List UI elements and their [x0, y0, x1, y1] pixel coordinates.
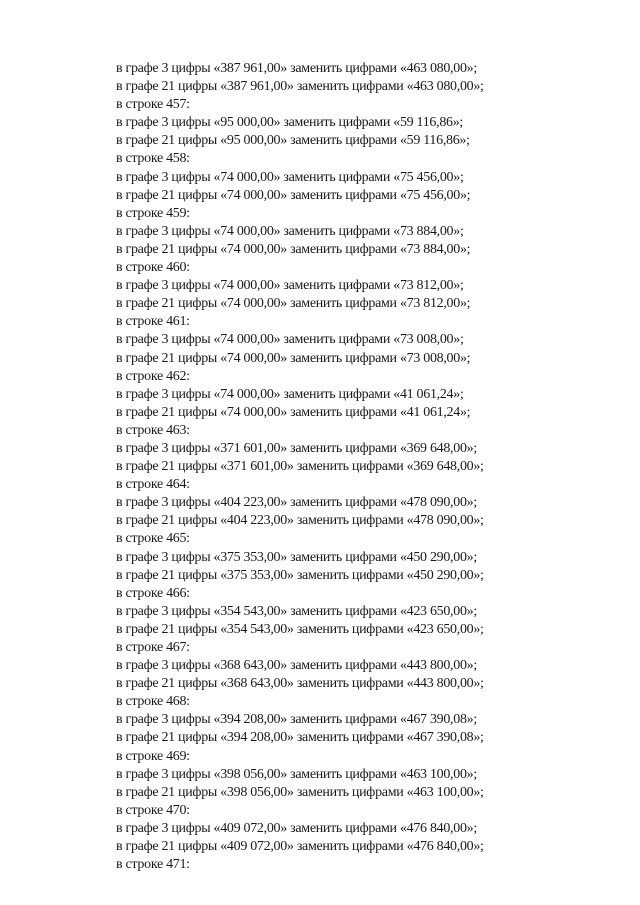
text-line: в графе 3 цифры «375 353,00» заменить цифрами «450 290,00»; [116, 549, 477, 565]
text-line: в графе 21 цифры «74 000,00» заменить цифрами «73 008,00»; [116, 350, 471, 366]
text-line: в графе 3 цифры «394 208,00» заменить цифрами «467 390,08»; [116, 712, 477, 728]
text-line: в графе 21 цифры «95 000,00» заменить цифрами «59 116,86»; [116, 133, 470, 149]
text-line: в графе 21 цифры «74 000,00» заменить цифрами «73 884,00»; [116, 241, 471, 257]
row-heading: в строке 470: [116, 802, 190, 818]
row-heading: в строке 471: [116, 857, 190, 873]
row-heading: в строке 457: [116, 97, 190, 113]
row-heading: в строке 467: [116, 640, 190, 655]
text-line: в графе 3 цифры «387 961,00» заменить цифрами «463 080,00»; [116, 61, 477, 76]
text-line: в графе 3 цифры «368 643,00» заменить цифрами «443 800,00»; [116, 658, 477, 674]
row-heading: в строке 464: [116, 477, 190, 493]
text-line: в графе 3 цифры «74 000,00» заменить цифрами «75 456,00»; [116, 169, 464, 185]
row-heading: в строке 460: [116, 260, 190, 276]
text-line: в графе 21 цифры «398 056,00» заменить цифрами «463 100,00»; [116, 784, 484, 800]
text-line: в графе 3 цифры «74 000,00» заменить цифрами «73 812,00»; [116, 278, 464, 294]
text-line: в графе 21 цифры «74 000,00» заменить цифрами «75 456,00»; [116, 187, 471, 203]
row-heading: в строке 458: [116, 151, 190, 167]
row-heading: в строке 465: [116, 531, 190, 547]
row-heading: в строке 469: [116, 748, 190, 764]
row-heading: в строке 463: [116, 422, 190, 438]
text-line: в графе 21 цифры «74 000,00» заменить цифрами «41 061,24»; [116, 404, 471, 420]
row-heading: в строке 462: [116, 368, 190, 384]
text-line: в графе 21 цифры «371 601,00» заменить цифрами «369 648,00»; [116, 459, 484, 475]
text-line: в графе 21 цифры «409 072,00» заменить цифрами «476 840,00»; [116, 839, 484, 855]
text-line: в графе 3 цифры «409 072,00» заменить цифрами «476 840,00»; [116, 820, 477, 836]
text-line: в графе 21 цифры «354 543,00» заменить цифрами «423 650,00»; [116, 621, 484, 637]
text-line: в графе 21 цифры «368 643,00» заменить цифрами «443 800,00»; [116, 676, 484, 692]
text-line: в графе 3 цифры «398 056,00» заменить цифрами «463 100,00»; [116, 766, 477, 782]
row-heading: в строке 459: [116, 205, 190, 221]
text-line: в графе 21 цифры «387 961,00» заменить цифрами «463 080,00»; [116, 79, 484, 95]
row-heading: в строке 461: [116, 314, 190, 330]
text-line: в графе 21 цифры «375 353,00» заменить цифрами «450 290,00»; [116, 567, 484, 583]
text-line: в графе 3 цифры «74 000,00» заменить цифрами «73 884,00»; [116, 223, 464, 239]
row-heading: в строке 466: [116, 585, 190, 601]
text-line: в графе 3 цифры «74 000,00» заменить цифрами «41 061,24»; [116, 386, 464, 402]
text-line: в графе 3 цифры «371 601,00» заменить цифрами «369 648,00»; [116, 440, 477, 456]
document-body [116, 60, 576, 874]
text-line: в графе 3 цифры «95 000,00» заменить цифрами «59 116,86»; [116, 115, 464, 131]
text-line: в графе 3 цифры «354 543,00» заменить цифрами «423 650,00»; [116, 603, 477, 619]
text-line: в графе 3 цифры «404 223,00» заменить цифрами «478 090,00»; [116, 495, 477, 511]
text-line: в графе 21 цифры «394 208,00» заменить цифрами «467 390,08»; [116, 730, 484, 746]
text-line: в графе 21 цифры «74 000,00» заменить цифрами «73 812,00»; [116, 296, 471, 312]
text-line: в графе 21 цифры «404 223,00» заменить цифрами «478 090,00»; [116, 513, 484, 529]
text-line: в графе 3 цифры «74 000,00» заменить цифрами «73 008,00»; [116, 332, 464, 348]
row-heading: в строке 468: [116, 694, 190, 710]
